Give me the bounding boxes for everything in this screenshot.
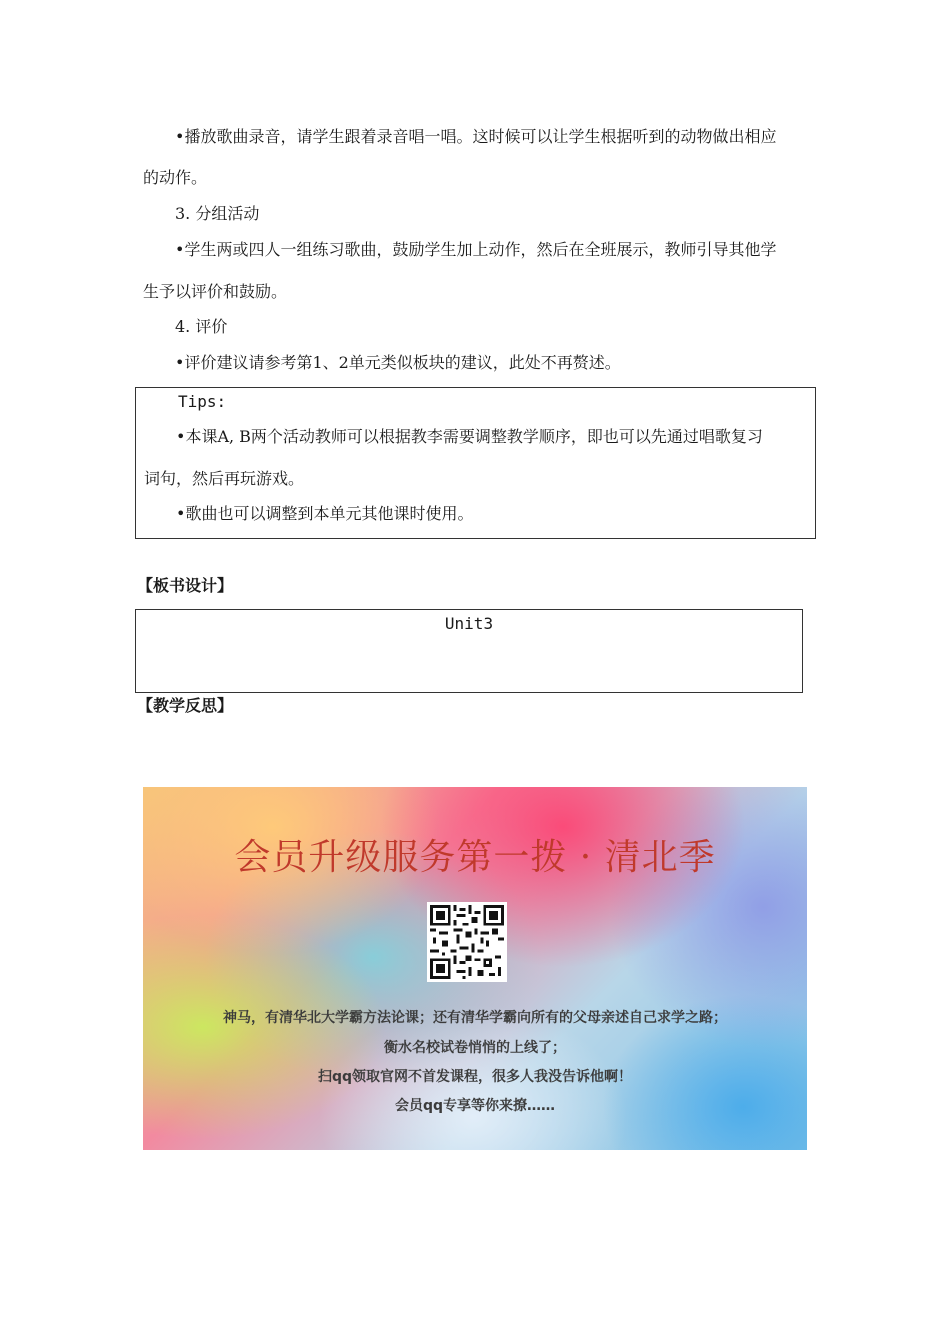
tips-box — [135, 387, 816, 539]
board-unit-title: Unit3 — [444, 614, 494, 633]
paragraph-line-2: 的动作。 — [143, 168, 208, 187]
tips-title: Tips: — [178, 392, 227, 411]
banner-line-1: 神马，有清华北大学霸方法论课；还有清华学霸向所有的父母亲述自己求学之路； — [223, 1010, 727, 1026]
banner-title: 会员升级服务第一拨 · 清北季 — [234, 837, 716, 878]
paragraph-line-3: •学生两或四人一组练习歌曲，鼓励学生加上动作，然后在全班展示，教师引导其他学 — [175, 240, 777, 259]
qr-code-icon[interactable] — [427, 902, 507, 982]
banner-line-3: 扫qq领取官网不首发课程，很多人我没告诉他啊！ — [317, 1069, 633, 1085]
section-heading-group-activity: 3. 分组活动 — [175, 204, 260, 223]
paragraph-line-1: •播放歌曲录音，请学生跟着录音唱一唱。这时候可以让学生根据听到的动物做出相应 — [175, 127, 777, 146]
tips-line-2: 词句，然后再玩游戏。 — [144, 469, 305, 488]
paragraph-line-4: 生予以评价和鼓励。 — [143, 282, 288, 301]
paragraph-line-5: •评价建议请参考第1、2单元类似板块的建议，此处不再赘述。 — [175, 353, 621, 372]
tips-line-3: •歌曲也可以调整到本单元其他课时使用。 — [176, 504, 474, 523]
promo-banner[interactable] — [143, 787, 807, 1150]
board-design-heading: 【板书设计】 — [137, 576, 234, 595]
board-design-box — [135, 609, 803, 693]
banner-line-2: 衡水名校试卷悄悄的上线了； — [384, 1040, 566, 1056]
banner-line-4: 会员qq专享等你来撩…… — [394, 1098, 556, 1114]
tips-line-1: •本课A, B两个活动教师可以根据教李需要调整教学顺序，即也可以先通过唱歌复习 — [176, 427, 763, 446]
section-heading-evaluation: 4. 评价 — [175, 317, 228, 336]
teaching-reflection-heading: 【教学反思】 — [137, 696, 234, 715]
